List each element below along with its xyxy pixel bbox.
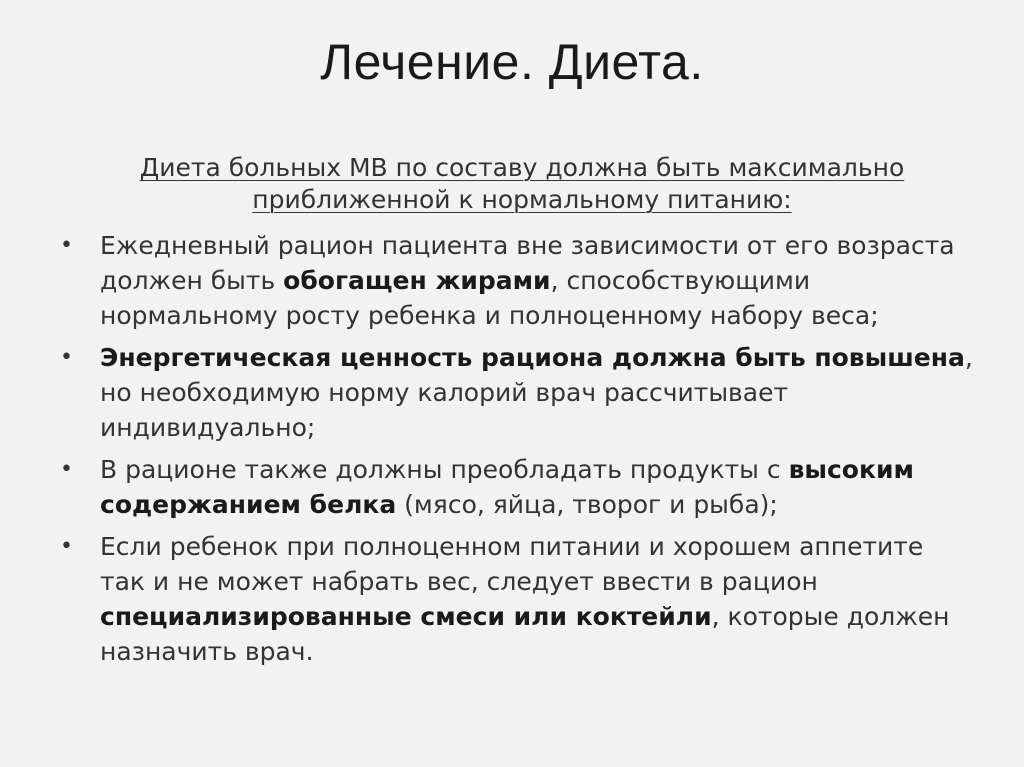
bullet-emphasis: Энергетическая ценность рациона должна быть повышена: [100, 343, 965, 372]
bullet-marker: •: [60, 345, 73, 370]
bullet-emphasis: специализированные смеси или коктейли: [100, 602, 712, 631]
bullet-item: [56, 529, 976, 669]
bullet-list: [56, 228, 976, 676]
slide-title: Лечение. Диета.: [320, 34, 704, 90]
bullet-emphasis: обогащен жирами: [283, 266, 551, 295]
bullet-item: [56, 452, 976, 522]
bullet-text: Если ребенок при полноценном питании и хорошем аппетите так и не может набрать вес, следует ввести в рацион: [100, 532, 924, 596]
bullet-emphasis: высоким содержанием белка: [100, 455, 914, 519]
bullet-marker: •: [60, 457, 73, 482]
bullet-text: , которые должен назначить врач.: [100, 602, 950, 666]
bullet-text: , способствующими нормальному росту ребенка и полноценному набору веса;: [100, 266, 879, 330]
bullet-text: (мясо, яйца, творог и рыба);: [396, 490, 778, 519]
bullet-marker: •: [60, 534, 73, 559]
bullet-item: [56, 340, 976, 445]
subtitle-text: Диета больных МВ по составу должна быть максимально приближенной к нормальному питанию:: [139, 153, 905, 214]
slide-subtitle: [60, 152, 984, 216]
bullet-text: , но необходимую норму калорий врач рассчитывает индивидуально;: [100, 343, 973, 442]
bullet-text: Ежедневный рацион пациента вне зависимости от его возраста должен быть: [100, 231, 955, 295]
bullet-marker: •: [60, 233, 73, 258]
bullet-item: [56, 228, 976, 333]
bullet-text: В рационе также должны преобладать продукты с: [100, 455, 789, 484]
